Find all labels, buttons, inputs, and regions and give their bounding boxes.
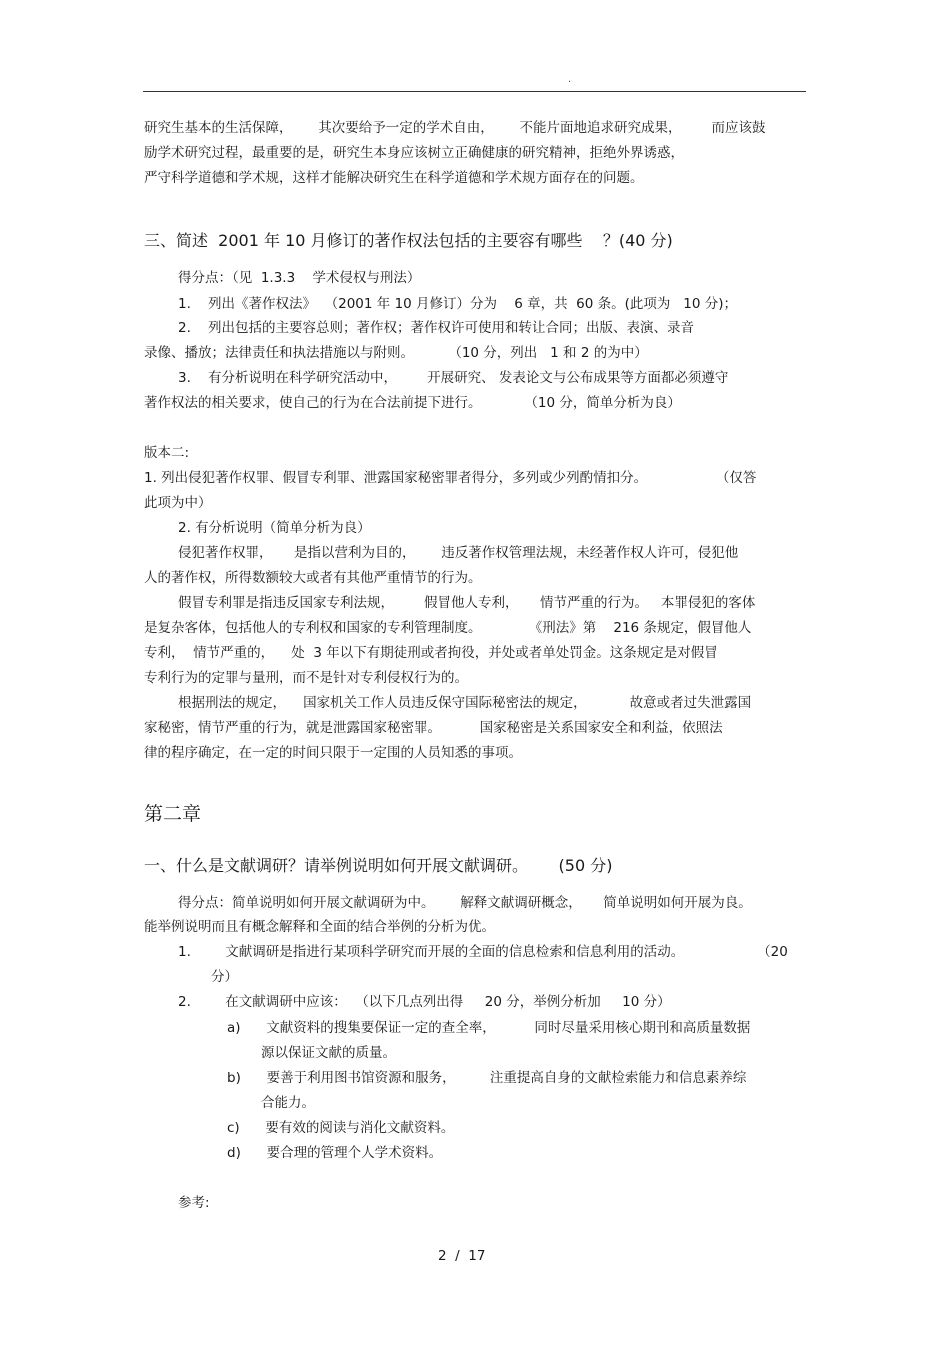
- paragraph-line: 能举例说明而且有概念解释和全面的结合举例的分析为优。: [144, 919, 495, 935]
- paragraph-line: 人的著作权，所得数额较大或者有其他严重情节的行为。: [144, 570, 482, 586]
- paragraph-line: 根据刑法的规定， 国家机关工作人员违反保守国际秘密法的规定， 故意或者过失泄露国: [178, 695, 752, 711]
- sub-list-item: a) 文献资料的搜集要保证一定的查全率， 同时尽量采用核心期刊和高质量数据: [227, 1020, 751, 1036]
- paragraph-line: 严守科学道德和学术规，这样才能解决研究生在科学道德和学术规方面存在的问题。: [144, 170, 644, 186]
- scoring-points-line: 得分点：简单说明如何开展文献调研为中。 解释文献调研概念， 简单说明如何开展为良。: [178, 895, 752, 911]
- paragraph-line: 假冒专利罪是指违反国家专利法规， 假冒他人专利， 情节严重的行为。 本罪侵犯的客体: [178, 595, 756, 611]
- paragraph-line: 著作权法的相关要求，使自己的行为在合法前提下进行。 （10 分，简单分析为良）: [144, 395, 681, 411]
- list-item: 2. 列出包括的主要容总则；著作权；著作权许可使用和转让合同；出版、表演、录音: [178, 320, 695, 336]
- paragraph-line: 源以保证文献的质量。: [261, 1045, 396, 1061]
- paragraph-line: 是复杂客体，包括他人的专利权和国家的专利管理制度。 《刑法》第 216 条规定，假冒他人: [144, 620, 752, 636]
- scoring-points-line: 得分点：（见 1.3.3 学术侵权与刑法）: [178, 270, 421, 286]
- paragraph-line: 此项为中）: [144, 495, 212, 511]
- list-item: 2. 在文献调研中应该： （以下几点列出得 20 分，举例分析加 10 分）: [178, 994, 671, 1010]
- paragraph-line: 分）: [211, 969, 238, 985]
- reference-label: 参考:: [178, 1195, 210, 1211]
- page-number: 2 / 17: [438, 1248, 486, 1264]
- sub-list-item: d) 要合理的管理个人学术资料。: [227, 1145, 443, 1161]
- version-label: 版本二:: [144, 445, 190, 461]
- section-heading: 三、简述 2001 年 10 月修订的著作权法包括的主要容有哪些 ？(40 分): [144, 231, 673, 250]
- list-item: 1. 列出《著作权法》 （2001 年 10 月修订）分为 6 章，共 60 条。(此项为 10 分)；: [178, 296, 738, 312]
- paragraph-line: 专利， 情节严重的， 处 3 年以下有期徒刑或者拘役，并处或者单处罚金。这条规定是对假冒: [144, 645, 718, 661]
- paragraph-line: 专利行为的定罪与量刑，而不是针对专利侵权行为的。: [144, 670, 468, 686]
- sub-list-item: c) 要有效的阅读与消化文献资料。: [227, 1120, 455, 1136]
- paragraph-line: 研究生基本的生活保障， 其次要给予一定的学术自由， 不能片面地追求研究成果， 而应该鼓: [144, 120, 766, 136]
- paragraph-line: 励学术研究过程，最重要的是，研究生本身应该树立正确健康的研究精神，拒绝外界诱惑，: [144, 145, 684, 161]
- sub-list-item: b) 要善于利用图书馆资源和服务， 注重提高自身的文献检索能力和信息素养综: [227, 1070, 747, 1086]
- section-heading: 一、什么是文献调研？请举例说明如何开展文献调研。 (50 分): [144, 856, 613, 875]
- paragraph-line: 合能力。: [261, 1095, 315, 1111]
- paragraph-line: 侵犯著作权罪， 是指以营利为目的， 违反著作权管理法规，未经著作权人许可，侵犯他: [178, 545, 739, 561]
- list-item: 1. 列出侵犯著作权罪、假冒专利罪、泄露国家秘密罪者得分，多列或少列酌情扣分。 （仅答: [144, 470, 757, 486]
- list-item: 2. 有分析说明（简单分析为良）: [178, 520, 371, 536]
- header-rule: [143, 91, 806, 92]
- paragraph-line: 家秘密，情节严重的行为，就是泄露国家秘密罪。 国家秘密是关系国家安全和利益，依照法: [144, 720, 723, 736]
- list-item: 1. 文献调研是指进行某项科学研究而开展的全面的信息检索和信息利用的活动。 （20: [178, 944, 788, 960]
- list-item: 3. 有分析说明在科学研究活动中， 开展研究、 发表论文与公布成果等方面都必须遵守: [178, 370, 729, 386]
- paragraph-line: 律的程序确定，在一定的时间只限于一定围的人员知悉的事项。: [144, 745, 522, 761]
- header-mark: .: [568, 74, 572, 85]
- chapter-title: 第二章: [144, 803, 202, 825]
- paragraph-line: 录像、播放；法律责任和执法措施以与附则。 （10 分，列出 1 和 2 的为中）: [144, 345, 648, 361]
